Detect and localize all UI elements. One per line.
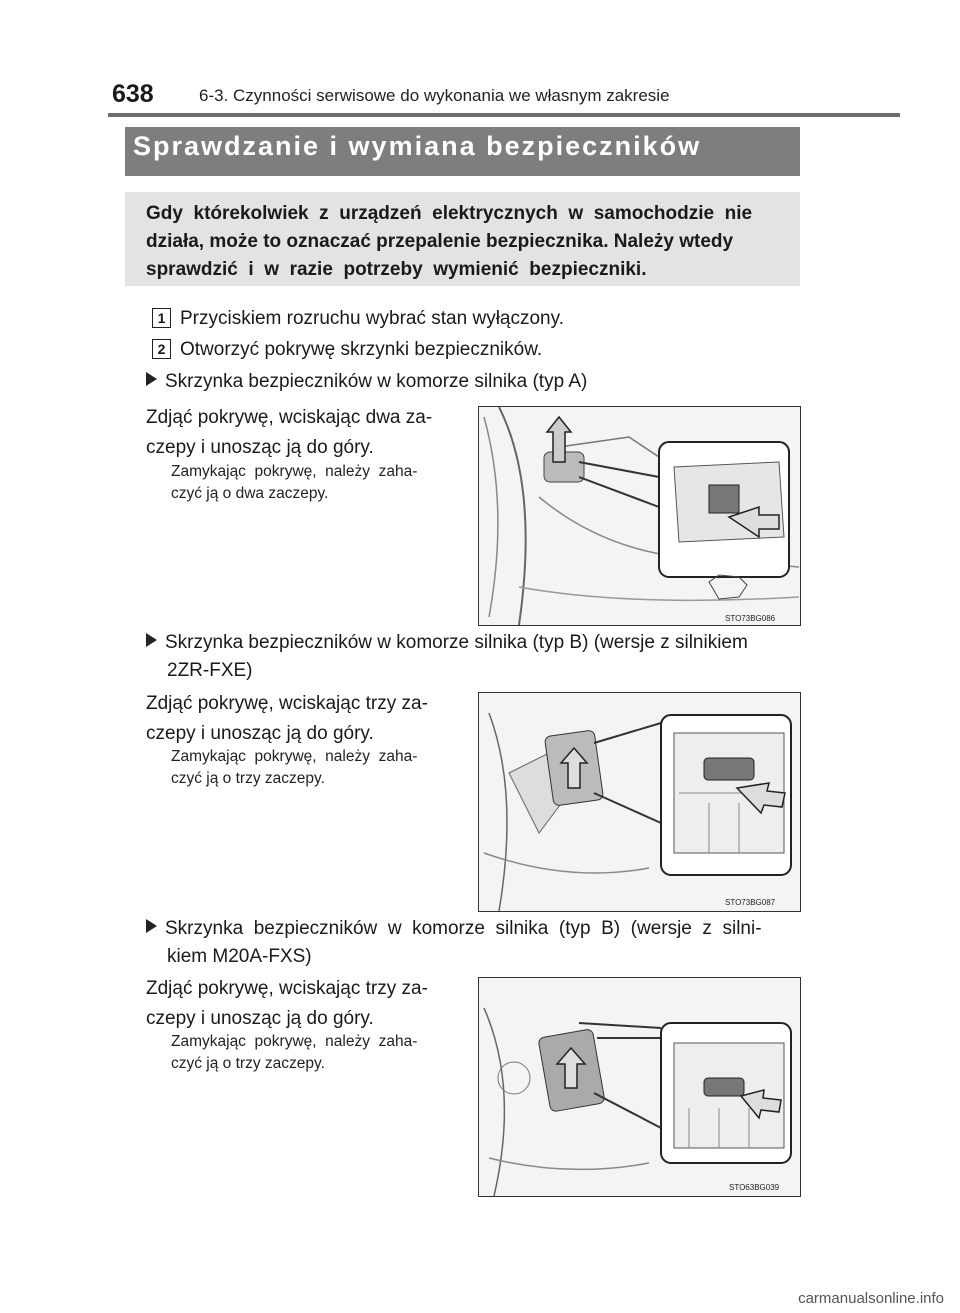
- note-b-2zr-line-2: czyć ją o trzy zaczepy.: [171, 770, 325, 787]
- note-a-line-1: Zamykając pokrywę, należy zaha-: [171, 463, 418, 480]
- note-b-m20a-line-2: czyć ją o trzy zaczepy.: [171, 1055, 325, 1072]
- figure-fusebox-type-b-2zr: [478, 692, 801, 912]
- engine-bay-illustration-b-2zr: [479, 693, 800, 911]
- step-text-2: Otworzyć pokrywę skrzynki bezpieczników.: [180, 339, 543, 360]
- section-title: Sprawdzanie i wymiana bezpieczników: [133, 131, 702, 161]
- bullet-type-b-2zr-line-2: 2ZR-FXE): [167, 660, 253, 681]
- figure-code-b-m20a: STO63BG039: [729, 1183, 780, 1192]
- step-text-1: Przyciskiem rozruchu wybrać stan wyłączony.: [180, 308, 564, 329]
- instruction-a: [146, 403, 464, 463]
- note-b-m20a-line-1: Zamykając pokrywę, należy zaha-: [171, 1033, 418, 1050]
- instruction-a-line-2: czepy i unosząc ją do góry.: [146, 437, 374, 458]
- instruction-b-2zr: [146, 689, 464, 749]
- figure-code-a: STO73BG086: [725, 614, 776, 623]
- bullet-triangle-icon: [146, 372, 157, 386]
- bullet-triangle-icon: [146, 633, 157, 647]
- instruction-b-m20a-line-2: czepy i unosząc ją do góry.: [146, 1008, 374, 1029]
- intro-line-2: działa, może to oznaczać przepalenie bezpiecznika. Należy wtedy: [146, 231, 734, 252]
- intro-line-3: sprawdzić i w razie potrzeby wymienić bezpieczniki.: [146, 259, 647, 280]
- step-number-1: 1: [152, 308, 171, 328]
- bullet-type-b-m20a: [146, 915, 806, 971]
- instruction-b-2zr-line-2: czepy i unosząc ją do góry.: [146, 723, 374, 744]
- page-number: 638: [112, 80, 154, 108]
- note-a-line-2: czyć ją o dwa zaczepy.: [171, 485, 329, 502]
- instruction-a-line-1: Zdjąć pokrywę, wciskając dwa za-: [146, 407, 433, 428]
- bullet-type-a: [146, 368, 587, 396]
- instruction-b-m20a: [146, 974, 464, 1034]
- watermark: carmanualsonline.info: [798, 1290, 944, 1307]
- engine-bay-illustration-a: [479, 407, 800, 625]
- bullet-type-b-2zr-line-1: Skrzynka bezpieczników w komorze silnika (typ B) (wersje z silnikiem: [165, 632, 748, 653]
- note-a: [171, 461, 464, 505]
- figure-fusebox-type-b-m20a: [478, 977, 801, 1197]
- instruction-b-2zr-line-1: Zdjąć pokrywę, wciskając trzy za-: [146, 693, 428, 714]
- note-b-2zr-line-1: Zamykając pokrywę, należy zaha-: [171, 748, 418, 765]
- figure-code-b-2zr: STO73BG087: [725, 898, 776, 907]
- figure-fusebox-type-a: [478, 406, 801, 626]
- bullet-type-a-text: Skrzynka bezpieczników w komorze silnika (typ A): [165, 371, 588, 392]
- header-rule: [108, 113, 900, 117]
- note-b-m20a: [171, 1031, 464, 1075]
- bullet-triangle-icon: [146, 919, 157, 933]
- bullet-type-b-2zr: [146, 629, 806, 685]
- bullet-type-b-m20a-line-2: kiem M20A-FXS): [167, 946, 312, 967]
- instruction-b-m20a-line-1: Zdjąć pokrywę, wciskając trzy za-: [146, 978, 428, 999]
- engine-bay-illustration-b-m20a: [479, 978, 800, 1196]
- running-title: 6-3. Czynności serwisowe do wykonania we własnym zakresie: [199, 86, 670, 105]
- note-b-2zr: [171, 746, 464, 790]
- intro-text: [146, 200, 783, 284]
- step-number-2: 2: [152, 339, 171, 359]
- intro-line-1: Gdy którekolwiek z urządzeń elektrycznych w samochodzie nie: [146, 203, 753, 224]
- bullet-type-b-m20a-line-1: Skrzynka bezpieczników w komorze silnika (typ B) (wersje z silni-: [165, 918, 762, 939]
